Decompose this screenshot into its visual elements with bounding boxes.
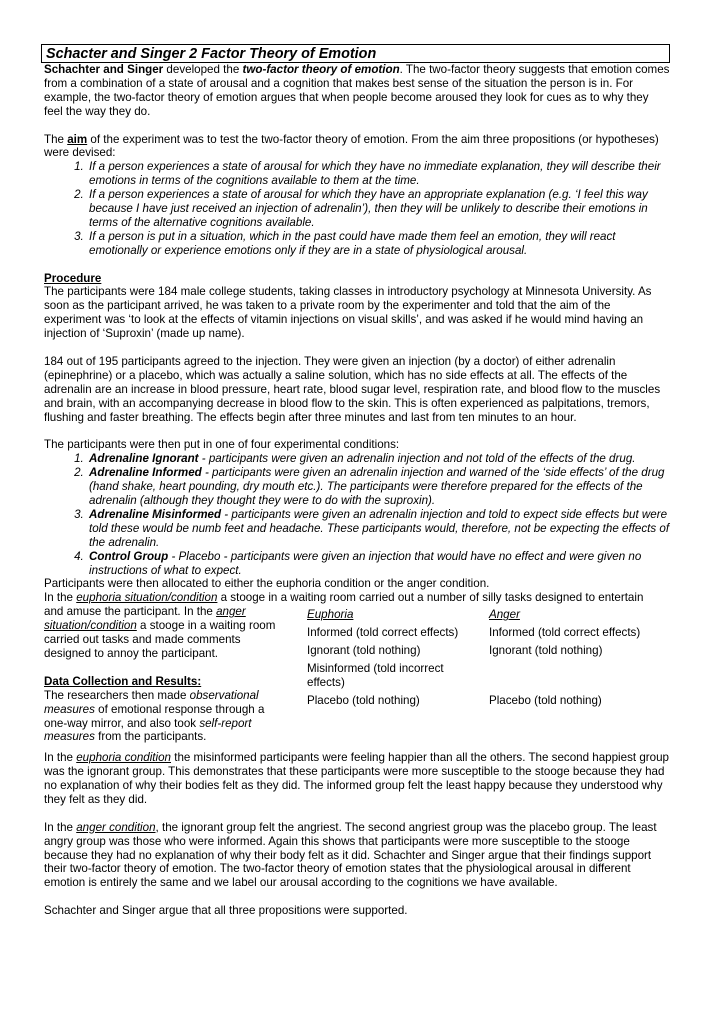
results-table bbox=[307, 605, 667, 709]
data-collection-heading: Data Collection and Results: bbox=[44, 674, 202, 688]
header-anger: Anger bbox=[489, 608, 520, 622]
proposition-item: 1. If a person experiences a state of arousal for which they have no immediate explanation, they will describe their emotions in terms of the cognitions available to them at the time. bbox=[87, 160, 670, 188]
euphoria-situation-text: In the euphoria situation/condition a stooge in a waiting room carried out a number of silly tasks designed to entertain bbox=[44, 591, 644, 605]
euphoria-situation-term: euphoria situation/condition bbox=[76, 591, 218, 605]
anger-situation-text: and amuse the participant. In the anger situation/condition a stooge in a waiting room carried out tasks and made comments designed to annoy the participant. bbox=[44, 605, 276, 660]
table-row bbox=[307, 691, 667, 709]
table-cell: Misinformed (told incorrect effects) bbox=[307, 662, 444, 690]
header-euphoria: Euphoria bbox=[307, 608, 354, 622]
table-cell: Ignorant (told nothing) bbox=[489, 644, 603, 658]
intro-paragraph: Schachter and Singer developed the two-factor theory of emotion. The two-factor theory suggests that emotion comes from a combination of a state of arousal and a cognition that makes best sense of the situation the person is in. For example, the two-factor theory of emotion argues that when people become aroused they look for cues as to why they feel the way they do. bbox=[44, 63, 670, 118]
procedure-paragraph-2: 184 out of 195 participants agreed to the injection. They were given an injection (by a doctor) of either adrenalin (epinephrine) or a placebo, which was actually a saline solution, which has no side effects at all. The effects of the adrenalin are an increase in blood pressure, heart rate, blood sugar level, respiration rate, and blood flow to the muscles and brain, with an accompanying decrease in blood flow to the skin. This is often experienced as palpitations, tremors, flushing and faster breathing. The effects begin after three minutes and last from ten minutes to an hour. bbox=[44, 354, 661, 424]
table-row bbox=[307, 623, 667, 641]
procedure-heading: Procedure bbox=[44, 271, 102, 285]
table-row bbox=[307, 641, 667, 659]
intro-names: Schachter and Singer bbox=[44, 63, 164, 76]
conditions-list bbox=[44, 452, 670, 577]
data-collection-text: The researchers then made observational measures of emotional response through a one-way mirror, and also took self-report measures from the participants. bbox=[44, 688, 265, 744]
procedure-paragraph-1: The participants were 184 male college students, taking classes in introductory psychology at Minnesota University. As soon as the participant arrived, he was taken to a private room by the experimenter and told that the aim of the experiment was ‘to look at the effects of vitamin injections on visual skills’, and was asked if he would mind having an injection of ‘Suproxin’ (made up name). bbox=[44, 285, 652, 341]
left-column bbox=[44, 605, 282, 744]
document-title: Schacter and Singer 2 Factor Theory of Emotion bbox=[41, 44, 670, 63]
conclusion-text: Schachter and Singer argue that all three propositions were supported. bbox=[44, 904, 408, 918]
document-page bbox=[44, 44, 670, 918]
aim-paragraph: The aim of the experiment was to test the two-factor theory of emotion. From the aim three propositions (or hypotheses) were devised: bbox=[44, 132, 659, 160]
condition-item: 1. Adrenaline Ignorant - participants were given an adrenalin injection and not told of the effects of the drug. bbox=[87, 452, 670, 466]
anger-condition-term: anger condition bbox=[76, 820, 156, 834]
conditions-intro: The participants were then put in one of four experimental conditions: bbox=[44, 438, 400, 452]
intro-theory-term: two-factor theory of emotion bbox=[242, 63, 400, 76]
table-row bbox=[307, 659, 667, 691]
table-header-row bbox=[307, 605, 667, 623]
split-section bbox=[44, 605, 670, 744]
table-cell: Informed (told correct effects) bbox=[489, 626, 641, 640]
condition-item: 2. Adrenaline Informed - participants were given an adrenalin injection and warned of the ‘side effects’ of the drug (hand shake, heart pounding, dry mouth etc.). The participants were therefore prepared for the effects of the adrenalin (although they thought they were to do with the suproxin). bbox=[87, 466, 670, 508]
table-cell: Informed (told correct effects) bbox=[307, 626, 459, 640]
proposition-item: 2. If a person experiences a state of arousal for which they have an appropriate explanation (e.g. ‘I feel this way because I have just received an injection of adrenalin’), then they will be unlikely to describe their emotions in terms of the alternative cognitions available. bbox=[87, 188, 670, 230]
propositions-list bbox=[44, 160, 670, 257]
euphoria-condition-term: euphoria condition bbox=[76, 751, 171, 765]
euphoria-results-paragraph: In the euphoria condition the misinformed participants were feeling happier than all the others. The second happiest group was the ignorant group. This demonstrates that these participants were more susceptible to the stooge because they had no explanation of why their bodies felt as they did. The informed group felt the least happy because they understood why they felt as they did. bbox=[44, 751, 669, 806]
condition-item: 3. Adrenaline Misinformed - participants were given an adrenalin injection and told to expect side effects but were told these would be numb feet and headache. These participants would, therefore, not be expecting the effects of the adrenalin. bbox=[87, 508, 670, 550]
aim-term: aim bbox=[67, 132, 88, 146]
table-cell: Placebo (told nothing) bbox=[489, 694, 602, 708]
anger-results-paragraph: In the anger condition, the ignorant group felt the angriest. The second angriest group was the placebo group. The least angry group was those who were informed. Again this shows that participants were more susceptible to the stooge because they had no explanation of why their body felt as it did. Schachter and Singer argue that their findings support their two-factor theory of emotion. The two-factor theory of emotion states that the physiological arousal in different emotion is entirely the same and we label our arousal according to the cognitions we have available. bbox=[44, 820, 657, 890]
proposition-item: 3. If a person is put in a situation, which in the past could have made them feel an emotion, they will react emotionally or experience emotions only if they are in a state of physiological arousal. bbox=[87, 230, 670, 258]
allocation-text: Participants were then allocated to either the euphoria condition or the anger condition. bbox=[44, 577, 490, 591]
table-cell: Placebo (told nothing) bbox=[307, 694, 420, 708]
condition-item: 4. Control Group - Placebo - participants were given an injection that would have no effect and were given no instructions of what to expect. bbox=[87, 550, 670, 578]
table-cell: Ignorant (told nothing) bbox=[307, 644, 421, 658]
anger-situation-term: anger situation/condition bbox=[44, 605, 246, 633]
